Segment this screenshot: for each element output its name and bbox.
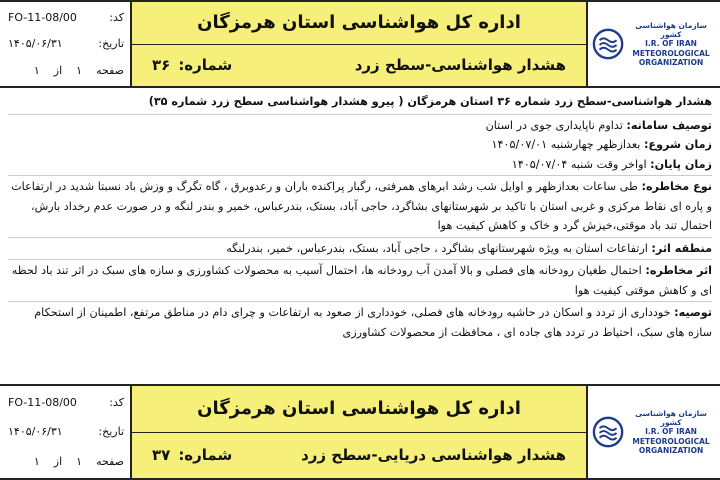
code-value: FO-11-08/00 [8, 396, 77, 410]
hazard-type: نوع مخاطره: طی ساعات بعدازظهر و اوایل شب رشد ابرهای همرفتی، رگبار پراکنده باران و رعدوبرق ، گاه تگرگ و وزش باد نسبتا شدید در ارتفاعات و پاره ای نقاط مرکزی و غربی استان با تاکید بر شهرستانهای بشاگرد، حاجی آباد، بستک، بندرعباس، خمیر و بندر لنگه و در صورت عدم رخداد بارش، احتمال تند باد موقتی،خیزش گرد و خاک و کاهش کیفیت هوا [11, 180, 712, 232]
hazard-effect: اثر مخاطره: احتمال طغیان رودخانه های فصلی و بالا آمدن آب رودخانه ها، احتمال آسیب به محصولات کشاورزی و سازه های سبک در اثر تند باد لحظه ای و کاهش موقتی کیفیت هوا [11, 264, 712, 297]
org-title: اداره کل هواشناسی استان هرمزگان [132, 2, 586, 45]
warning-body [0, 88, 720, 384]
divider [8, 114, 712, 115]
header-title-block [132, 2, 588, 86]
meteorological-organization-logo: سازمان هواشناسی کشور I.R. OF IRAN METEOROLOGICAL ORGANIZATION [588, 2, 720, 86]
meteorological-organization-logo: سازمان هواشناسی کشور I.R. OF IRAN METEOROLOGICAL ORGANIZATION [588, 386, 720, 478]
date-label: تاریخ: [98, 425, 124, 439]
affected-area: منطقه اثر: ارتفاعات استان به ویژه شهرستانهای بشاگرد ، حاجی آباد، بستک، بندرعباس، خمیر، بندرلنگه [226, 241, 712, 255]
form-header-37 [0, 384, 720, 480]
org-title: اداره کل هواشناسی استان هرمزگان [132, 386, 586, 433]
date-label: تاریخ: [98, 37, 124, 51]
warning-title: هشدار هواشناسی دریایی-سطح زرد [301, 446, 566, 465]
end-time: زمان پایان: اواخر وقت شنبه ۱۴۰۵/۰۷/۰۴ [511, 157, 712, 171]
warning-number: شماره: ۳۶ [152, 56, 233, 75]
code-label: کد: [109, 10, 124, 24]
form-header-36 [0, 0, 720, 88]
warning-headline: هشدار هواشناسی-سطح زرد شماره ۳۶ استان هرمزگان ( پیرو هشدار هواشناسی سطح زرد شماره ۳۵) [148, 95, 712, 108]
date-value: ۱۴۰۵/۰۶/۳۱ [8, 37, 63, 51]
form-meta [0, 386, 132, 478]
logo-emblem-icon [592, 27, 624, 61]
warning-title: هشدار هواشناسی-سطح زرد [354, 56, 566, 75]
page-indicator: صفحه ۱ از ۱ [33, 64, 124, 78]
divider [8, 259, 712, 260]
page-indicator: صفحه ۱ از ۱ [33, 454, 124, 468]
divider [8, 237, 712, 238]
logo-emblem-icon [592, 415, 624, 449]
start-time: زمان شروع: بعدازظهر چهارشنبه ۱۴۰۵/۰۷/۰۱ [491, 138, 712, 151]
date-value: ۱۴۰۵/۰۶/۳۱ [8, 425, 63, 439]
system-description: توصیف سامانه: تداوم ناپایداری جوی در استان [485, 118, 712, 132]
code-label: کد: [109, 396, 124, 410]
warning-number: شماره: ۳۷ [152, 446, 233, 465]
recommendation: توصیه: خودداری از تردد و اسکان در حاشیه رودخانه های فصلی، خودداری از صعود به ارتفاعات و چرای دام در مناطق مرتفع، اطمینان از استحکام سازه های سبک، احتیاط در تردد های جاده ای ، محافظت از محصولات کشاورزی [34, 306, 712, 339]
form-meta [0, 2, 132, 86]
code-value: FO-11-08/00 [8, 10, 77, 24]
divider [8, 301, 712, 302]
divider [8, 175, 712, 176]
header-title-block [132, 386, 588, 478]
